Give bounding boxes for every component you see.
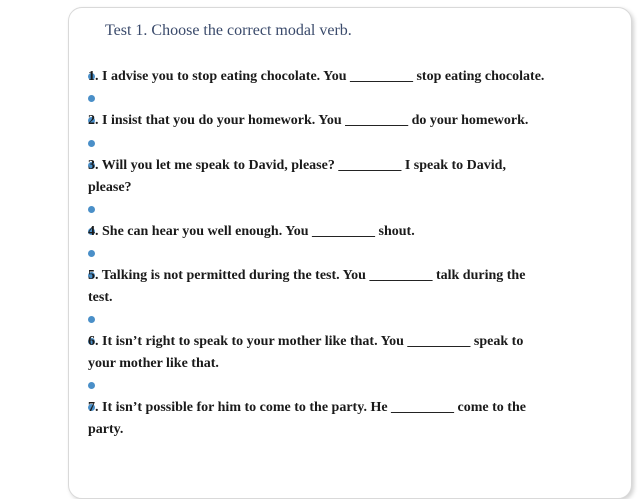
question-1-line-1: 1. I advise you to stop eating chocolate. You _________ stop eating chocolate.: [88, 69, 545, 84]
bullet-icon: [88, 316, 95, 323]
question-6-line-2: your mother like that.: [88, 356, 219, 371]
question-3-line-1: 3. Will you let me speak to David, please? _________ I speak to David,: [88, 158, 506, 173]
bullet-icon: [88, 382, 95, 389]
question-5-line-2: test.: [88, 290, 113, 305]
bullet-icon: [88, 95, 95, 102]
question-7-line-2: party.: [88, 422, 124, 437]
question-6-line-1: 6. It isn’t right to speak to your mother like that. You _________ speak to: [88, 334, 524, 349]
page-title: Test 1. Choose the correct modal verb.: [105, 22, 352, 39]
question-4-line-1: 4. She can hear you well enough. You _________ shout.: [88, 224, 415, 239]
question-5-line-1: 5. Talking is not permitted during the test. You _________ talk during the: [88, 268, 526, 283]
bullet-icon: [88, 140, 95, 147]
question-7-line-1: 7. It isn’t possible for him to come to the party. He _________ come to the: [88, 400, 526, 415]
question-3-line-2: please?: [88, 180, 132, 195]
question-2-line-1: 2. I insist that you do your homework. You _________ do your homework.: [88, 113, 529, 128]
bullet-icon: [88, 250, 95, 257]
bullet-icon: [88, 206, 95, 213]
